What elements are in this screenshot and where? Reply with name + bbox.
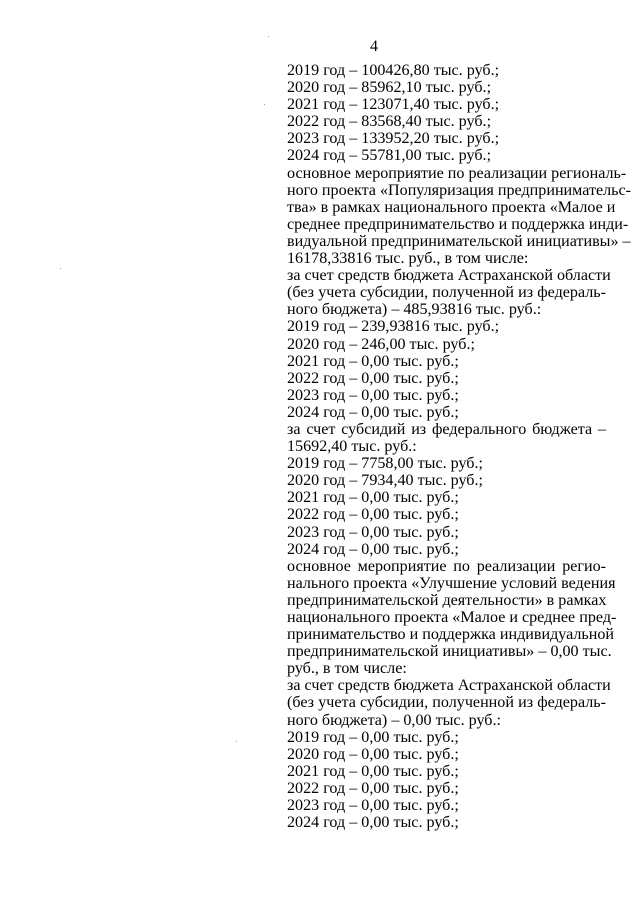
text-line: 2019 год – 100426,80 тыс. руб.;	[287, 62, 500, 79]
text-line: 2022 год – 83568,40 тыс. руб.;	[287, 113, 492, 131]
text-line: 2020 год – 85962,10 тыс. руб.;	[287, 79, 492, 97]
text-line: 2022 год – 0,00 тыс. руб.;	[287, 506, 459, 524]
text-line: видуальной предпринимательской инициативы» –	[287, 232, 631, 250]
text-line: основное мероприятие по реализации регио-	[287, 557, 606, 575]
scan-speck	[236, 741, 237, 742]
text-line: 2022 год – 0,00 тыс. руб.;	[287, 779, 459, 797]
text-line: национального проекта «Малое и среднее пред-	[287, 609, 617, 626]
text-line: 2020 год – 246,00 тыс. руб.;	[287, 335, 475, 353]
text-line: 2019 год – 7758,00 тыс. руб.;	[287, 455, 483, 473]
text-line: 2024 год – 0,00 тыс. руб.;	[287, 814, 459, 832]
text-line: среднее предпринимательство и поддержка инди-	[287, 215, 629, 233]
text-line: ного бюджета) – 485,93816 тыс. руб.:	[287, 301, 542, 319]
text-column	[287, 62, 632, 832]
text-line: 2021 год – 0,00 тыс. руб.;	[287, 762, 459, 780]
text-line: 2020 год – 7934,40 тыс. руб.;	[287, 472, 483, 490]
text-line: нального проекта «Улучшение условий ведения	[287, 574, 616, 592]
scan-speck	[268, 36, 269, 37]
text-line: 2023 год – 0,00 тыс. руб.;	[287, 523, 459, 541]
text-line: 2021 год – 123071,40 тыс. руб.;	[287, 96, 500, 114]
scan-speck	[60, 268, 61, 269]
text-line: 2020 год – 0,00 тыс. руб.;	[287, 745, 459, 763]
text-line: 2019 год – 239,93816 тыс. руб.;	[287, 318, 500, 336]
text-line: 2023 год – 133952,20 тыс. руб.;	[287, 130, 500, 148]
text-line: основное мероприятие по реализации региональ-	[287, 164, 627, 182]
text-line: 2021 год – 0,00 тыс. руб.;	[287, 489, 459, 507]
text-line: ного бюджета) – 0,00 тыс. руб.:	[287, 711, 501, 729]
text-line: за счет субсидий из федерального бюджета –	[287, 420, 606, 438]
text-line: за счет средств бюджета Астраханской области	[287, 677, 611, 695]
text-line: за счет средств бюджета Астраханской области	[287, 267, 611, 285]
text-line: 2024 год – 55781,00 тыс. руб.;	[287, 147, 492, 165]
text-line: предпринимательской инициативы» – 0,00 тыс.	[287, 643, 612, 661]
text-line: 2022 год – 0,00 тыс. руб.;	[287, 369, 459, 387]
text-line: 2024 год – 0,00 тыс. руб.;	[287, 403, 459, 421]
text-line: (без учета субсидии, полученной из федераль-	[287, 284, 606, 302]
text-line: предпринимательской деятельности» в рамках	[287, 591, 607, 609]
text-line: ного проекта «Популяризация предпринимательс-	[287, 181, 632, 199]
text-line: 2019 год – 0,00 тыс. руб.;	[287, 728, 459, 746]
text-line: 2023 год – 0,00 тыс. руб.;	[287, 386, 459, 404]
text-line: 16178,33816 тыс. руб., в том числе:	[287, 250, 529, 268]
text-line: 15692,40 тыс. руб.:	[287, 438, 417, 456]
text-line: тва» в рамках национального проекта «Малое и	[287, 198, 616, 216]
text-line: руб., в том числе:	[287, 660, 407, 678]
text-line: 2024 год – 0,00 тыс. руб.;	[287, 540, 459, 558]
text-line: принимательство и поддержка индивидуальной	[287, 626, 615, 644]
text-line: (без учета субсидии, полученной из федераль-	[287, 694, 606, 712]
text-line: 2023 год – 0,00 тыс. руб.;	[287, 797, 459, 815]
page-number: 4	[370, 38, 378, 55]
scan-speck	[264, 104, 265, 105]
text-line: 2021 год – 0,00 тыс. руб.;	[287, 352, 459, 370]
